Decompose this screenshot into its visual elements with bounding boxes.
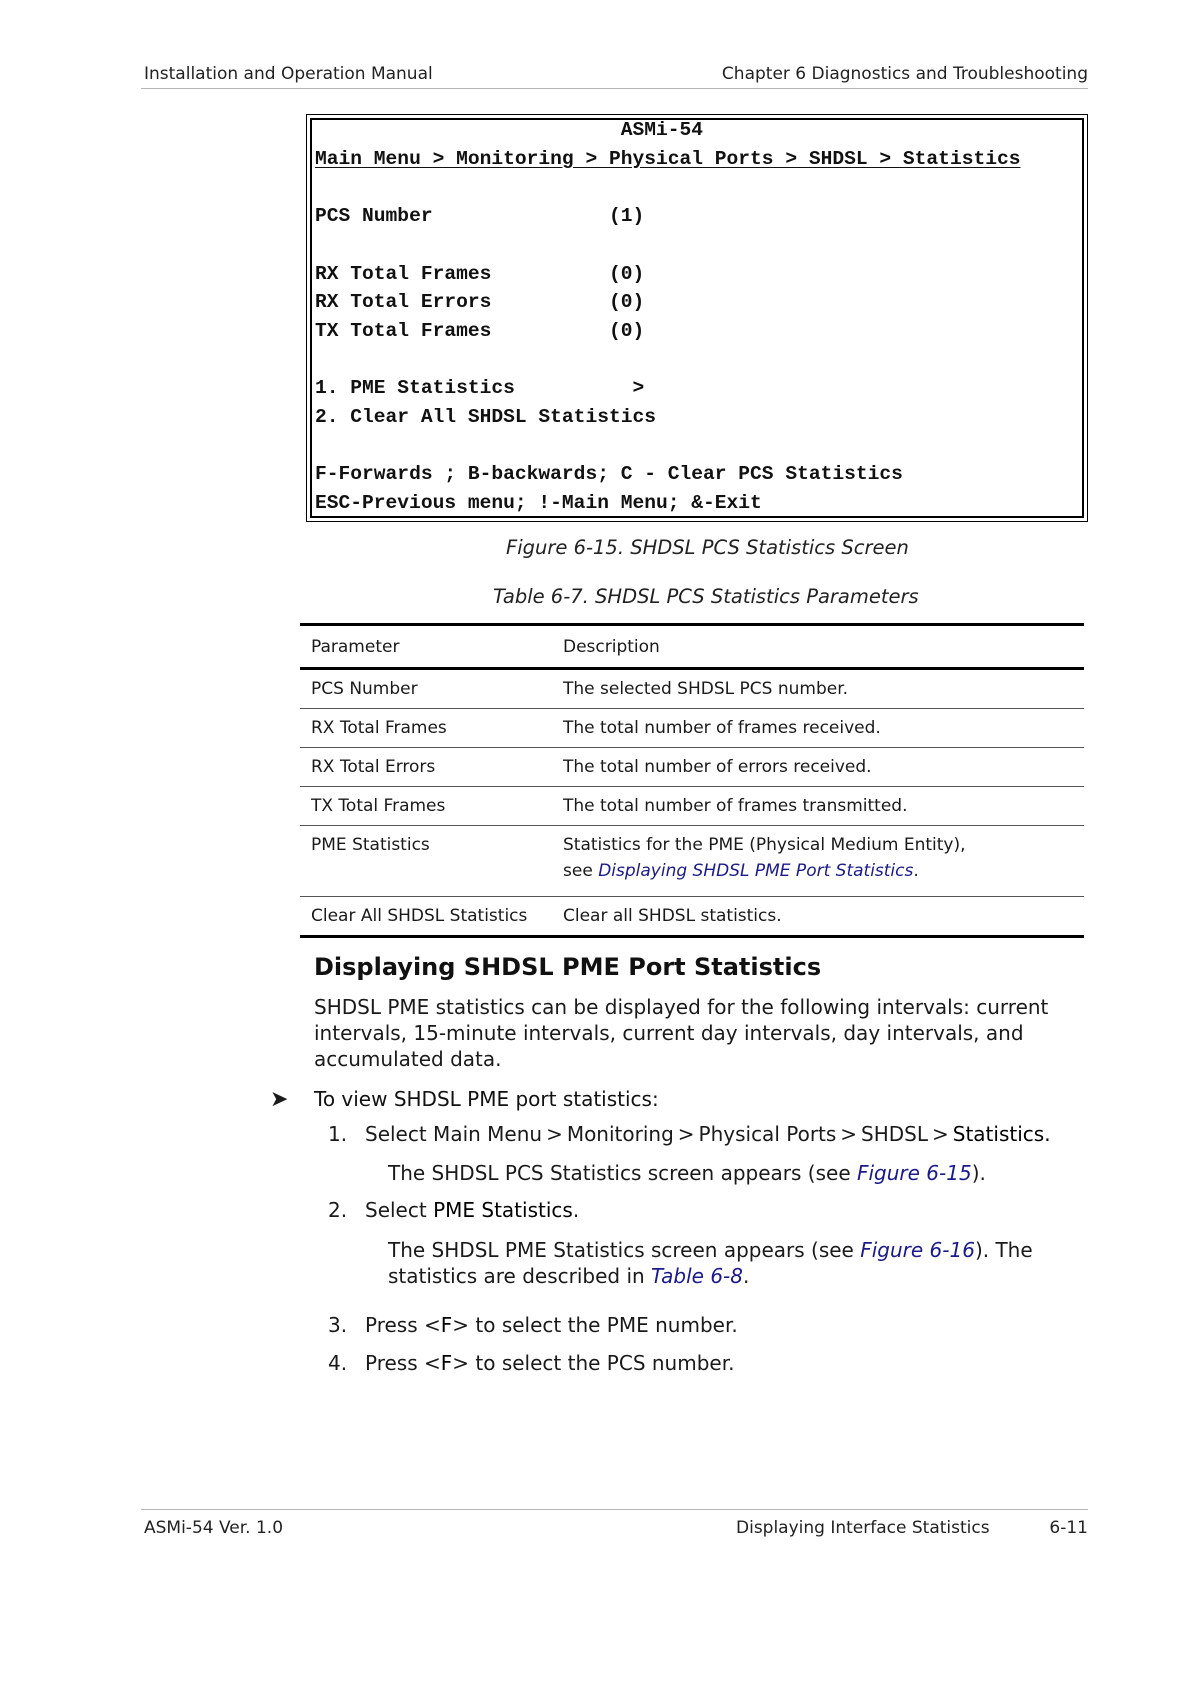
param-cell: TX Total Frames	[300, 787, 552, 826]
param-cell: Clear All SHDSL Statistics	[300, 897, 552, 937]
procedure-arrow-icon: ➤	[270, 1087, 289, 1112]
desc-cell: The selected SHDSL PCS number.	[552, 669, 1084, 709]
submenu-arrow: >	[632, 377, 645, 400]
field-label: TX Total Frames	[315, 319, 492, 342]
page-number: 6-11	[1049, 1518, 1088, 1538]
parameters-table	[300, 623, 1084, 938]
field-value: (0)	[608, 319, 645, 342]
terminal-field-row	[315, 288, 1021, 317]
desc-cell: The total number of frames transmitted.	[552, 787, 1084, 826]
column-header: Description	[552, 625, 1084, 669]
step-text: Press <F> to select the PME number.	[365, 1313, 738, 1337]
table-row	[300, 826, 1084, 897]
field-label: RX Total Frames	[315, 262, 492, 285]
terminal-field-row	[315, 317, 1021, 346]
desc-cell: Statistics for the PME (Physical Medium Entity), see Displaying SHDSL PME Port Statistics.	[552, 826, 1084, 897]
terminal-menu-item-pme-statistics[interactable]: 1. PME Statistics >	[315, 377, 645, 400]
step-text: Select PME Statistics.	[365, 1198, 580, 1222]
desc-cell: Clear all SHDSL statistics.	[552, 897, 1084, 937]
desc-cell: The total number of frames received.	[552, 709, 1084, 748]
step-result: The SHDSL PME Statistics screen appears (see Figure 6-16). The statistics are described in Table 6-8.	[388, 1238, 1033, 1288]
running-header-left: Installation and Operation Manual	[144, 64, 433, 84]
step-number: 4.	[328, 1351, 348, 1375]
terminal-field-row	[315, 202, 1021, 231]
footer-rule	[141, 1509, 1088, 1510]
procedure-title: To view SHDSL PME port statistics:	[314, 1087, 659, 1111]
table-row	[300, 709, 1084, 748]
param-cell: PCS Number	[300, 669, 552, 709]
footer-section: Displaying Interface Statistics	[736, 1518, 990, 1538]
table-row	[300, 897, 1084, 937]
figure-link[interactable]: Figure 6-15	[856, 1161, 972, 1185]
header-rule	[141, 88, 1088, 89]
footer-product: ASMi-54 Ver. 1.0	[144, 1518, 284, 1538]
figure-link[interactable]: Figure 6-16	[860, 1238, 975, 1262]
field-value: (0)	[608, 291, 645, 314]
table-header-row	[300, 625, 1084, 669]
cross-reference-link[interactable]: Displaying SHDSL PME Port Statistics	[598, 861, 914, 881]
terminal-help-line-2: ESC-Previous menu; !-Main Menu; &-Exit	[315, 492, 762, 515]
section-paragraph: SHDSL PME statistics can be displayed for the following intervals: current intervals, 15-minute intervals, current day intervals, day intervals, and accumulated data.	[314, 995, 1049, 1071]
section-heading: Displaying SHDSL PME Port Statistics	[314, 953, 822, 981]
desc-cell: The total number of errors received.	[552, 748, 1084, 787]
terminal-help-line-1: F-Forwards ; B-backwards; C - Clear PCS Statistics	[315, 463, 903, 486]
param-cell: RX Total Frames	[300, 709, 552, 748]
column-header: Parameter	[300, 625, 552, 669]
terminal-menu-item-clear-all[interactable]: 2. Clear All SHDSL Statistics	[315, 406, 656, 429]
terminal-field-row	[315, 260, 1021, 289]
field-value: (1)	[608, 205, 645, 228]
param-cell: PME Statistics	[300, 826, 552, 897]
step-result: The SHDSL PCS Statistics screen appears (see Figure 6-15).	[388, 1161, 986, 1185]
field-label: PCS Number	[315, 205, 433, 228]
table-link[interactable]: Table 6-8	[651, 1264, 743, 1288]
step-number: 2.	[328, 1198, 348, 1222]
figure-caption: Figure 6-15. SHDSL PCS Statistics Screen	[506, 536, 909, 559]
table-row	[300, 787, 1084, 826]
running-header-right: Chapter 6 Diagnostics and Troubleshooting	[721, 64, 1088, 84]
field-label: RX Total Errors	[315, 291, 492, 314]
step-text: Select Main Menu > Monitoring > Physical Ports > SHDSL > Statistics.	[365, 1122, 1051, 1146]
table-row	[300, 748, 1084, 787]
step-text: Press <F> to select the PCS number.	[365, 1351, 735, 1375]
field-value: (0)	[608, 262, 645, 285]
terminal-screen	[315, 116, 1021, 518]
step-number: 1.	[328, 1122, 348, 1146]
terminal-breadcrumb: Main Menu > Monitoring > Physical Ports > SHDSL > Statistics	[315, 147, 1021, 170]
step-number: 3.	[328, 1313, 348, 1337]
param-cell: RX Total Errors	[300, 748, 552, 787]
terminal-title: ASMi-54	[620, 119, 704, 141]
table-caption: Table 6-7. SHDSL PCS Statistics Parameters	[493, 585, 919, 608]
table-row	[300, 669, 1084, 709]
